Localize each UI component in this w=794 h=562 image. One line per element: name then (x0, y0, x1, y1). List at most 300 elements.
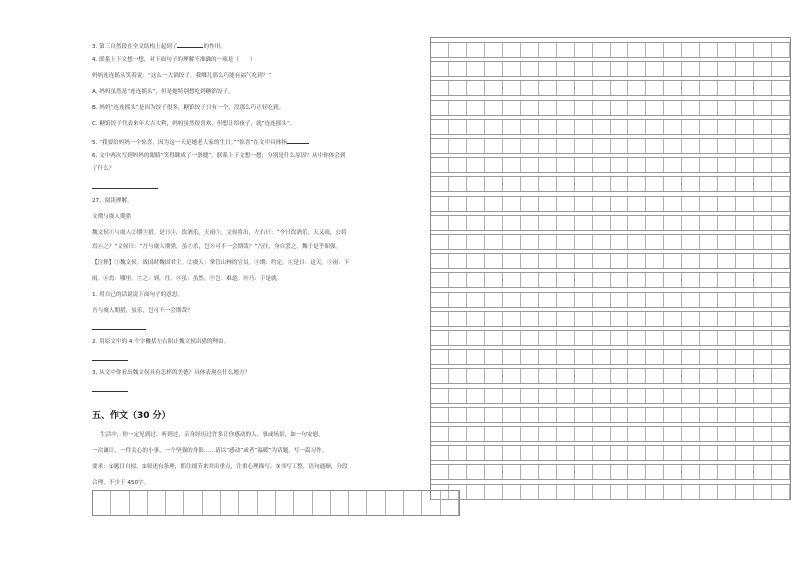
grid-cell[interactable] (754, 293, 772, 307)
grid-cell[interactable] (467, 120, 485, 134)
grid-cell[interactable] (485, 101, 503, 115)
grid-cell[interactable] (431, 389, 449, 403)
grid-cell[interactable] (700, 312, 718, 326)
grid-cell[interactable] (521, 331, 539, 345)
grid-cell[interactable] (700, 465, 718, 479)
grid-cell[interactable] (611, 331, 629, 345)
grid-cell[interactable] (557, 139, 575, 153)
grid-cell[interactable] (539, 81, 557, 95)
grid-cell[interactable] (664, 408, 682, 422)
grid-cell[interactable] (772, 197, 790, 211)
grid-cell[interactable] (628, 446, 646, 460)
grid-cell[interactable] (539, 120, 557, 134)
grid-cell[interactable] (682, 101, 700, 115)
grid-cell[interactable] (772, 235, 790, 249)
grid-cell[interactable] (593, 120, 611, 134)
grid-cell[interactable] (682, 408, 700, 422)
grid-cell[interactable] (718, 158, 736, 172)
grid-cell[interactable] (736, 312, 754, 326)
grid-cell[interactable] (575, 177, 593, 191)
grid-cell[interactable] (431, 312, 449, 326)
grid-cell[interactable] (485, 369, 503, 383)
grid-cell[interactable] (575, 427, 593, 441)
grid-cell[interactable] (664, 81, 682, 95)
grid-cell[interactable] (449, 389, 467, 403)
grid-cell[interactable] (664, 312, 682, 326)
grid-cell[interactable] (772, 81, 790, 95)
grid-cell[interactable] (485, 235, 503, 249)
grid-cell[interactable] (557, 158, 575, 172)
grid-cell[interactable] (754, 43, 772, 57)
grid-cell[interactable] (593, 465, 611, 479)
grid-cell[interactable] (772, 485, 790, 499)
grid-cell[interactable] (485, 43, 503, 57)
grid-cell[interactable] (682, 312, 700, 326)
grid-cell[interactable] (503, 139, 521, 153)
grid-cell[interactable] (258, 491, 276, 515)
grid-cell[interactable] (718, 81, 736, 95)
grid-cell[interactable] (503, 465, 521, 479)
grid-cell[interactable] (467, 62, 485, 76)
grid-cell[interactable] (700, 139, 718, 153)
answer-line[interactable] (92, 188, 158, 189)
grid-cell[interactable] (539, 177, 557, 191)
grid-cell[interactable] (754, 273, 772, 287)
grid-cell[interactable] (611, 273, 629, 287)
grid-cell[interactable] (221, 491, 239, 515)
grid-cell[interactable] (431, 408, 449, 422)
grid-cell[interactable] (575, 408, 593, 422)
grid-cell[interactable] (467, 369, 485, 383)
grid-cell[interactable] (664, 43, 682, 57)
grid-cell[interactable] (557, 273, 575, 287)
grid-cell[interactable] (239, 491, 257, 515)
grid-cell[interactable] (718, 254, 736, 268)
grid-cell[interactable] (557, 408, 575, 422)
grid-cell[interactable] (611, 177, 629, 191)
grid-cell[interactable] (539, 235, 557, 249)
grid-cell[interactable] (539, 312, 557, 326)
grid-cell[interactable] (367, 491, 385, 515)
grid-cell[interactable] (700, 120, 718, 134)
grid-cell[interactable] (772, 312, 790, 326)
grid-cell[interactable] (557, 446, 575, 460)
grid-cell[interactable] (557, 81, 575, 95)
grid-cell[interactable] (754, 81, 772, 95)
grid-cell[interactable] (575, 331, 593, 345)
grid-cell[interactable] (503, 235, 521, 249)
grid-cell[interactable] (575, 369, 593, 383)
grid-cell[interactable] (611, 81, 629, 95)
grid-cell[interactable] (294, 491, 312, 515)
grid-cell[interactable] (449, 293, 467, 307)
grid-cell[interactable] (184, 491, 202, 515)
grid-cell[interactable] (736, 369, 754, 383)
grid-cell[interactable] (754, 62, 772, 76)
grid-cell[interactable] (772, 158, 790, 172)
grid-cell[interactable] (431, 216, 449, 230)
grid-cell[interactable] (611, 293, 629, 307)
grid-cell[interactable] (521, 120, 539, 134)
grid-cell[interactable] (503, 485, 521, 499)
grid-cell[interactable] (700, 485, 718, 499)
grid-cell[interactable] (772, 465, 790, 479)
grid-cell[interactable] (646, 235, 664, 249)
grid-cell[interactable] (646, 369, 664, 383)
grid-cell[interactable] (431, 101, 449, 115)
grid-cell[interactable] (682, 43, 700, 57)
grid-cell[interactable] (718, 331, 736, 345)
grid-cell[interactable] (772, 350, 790, 364)
grid-cell[interactable] (521, 465, 539, 479)
writing-grid-strip[interactable] (92, 490, 460, 516)
grid-cell[interactable] (772, 139, 790, 153)
grid-cell[interactable] (664, 177, 682, 191)
grid-cell[interactable] (646, 81, 664, 95)
grid-cell[interactable] (593, 62, 611, 76)
grid-cell[interactable] (736, 465, 754, 479)
grid-cell[interactable] (664, 139, 682, 153)
grid-cell[interactable] (449, 177, 467, 191)
grid-cell[interactable] (736, 408, 754, 422)
grid-cell[interactable] (386, 491, 404, 515)
grid-cell[interactable] (449, 101, 467, 115)
grid-cell[interactable] (557, 485, 575, 499)
grid-cell[interactable] (539, 465, 557, 479)
grid-cell[interactable] (718, 408, 736, 422)
grid-cell[interactable] (628, 177, 646, 191)
grid-cell[interactable] (736, 216, 754, 230)
grid-cell[interactable] (628, 197, 646, 211)
grid-cell[interactable] (467, 427, 485, 441)
grid-cell[interactable] (575, 350, 593, 364)
grid-cell[interactable] (700, 293, 718, 307)
grid-cell[interactable] (575, 235, 593, 249)
grid-cell[interactable] (682, 158, 700, 172)
grid-cell[interactable] (736, 101, 754, 115)
grid-cell[interactable] (700, 408, 718, 422)
grid-cell[interactable] (772, 254, 790, 268)
grid-cell[interactable] (772, 369, 790, 383)
grid-cell[interactable] (557, 177, 575, 191)
grid-cell[interactable] (718, 43, 736, 57)
grid-cell[interactable] (503, 101, 521, 115)
grid-cell[interactable] (593, 254, 611, 268)
grid-cell[interactable] (575, 485, 593, 499)
grid-cell[interactable] (521, 350, 539, 364)
grid-cell[interactable] (664, 427, 682, 441)
grid-cell[interactable] (557, 197, 575, 211)
grid-cell[interactable] (539, 158, 557, 172)
grid-cell[interactable] (611, 120, 629, 134)
grid-cell[interactable] (521, 446, 539, 460)
grid-cell[interactable] (772, 446, 790, 460)
grid-cell[interactable] (700, 369, 718, 383)
grid-cell[interactable] (700, 331, 718, 345)
grid-cell[interactable] (628, 408, 646, 422)
grid-cell[interactable] (593, 273, 611, 287)
grid-cell[interactable] (431, 331, 449, 345)
grid-cell[interactable] (593, 331, 611, 345)
grid-cell[interactable] (521, 389, 539, 403)
grid-cell[interactable] (664, 101, 682, 115)
grid-cell[interactable] (521, 139, 539, 153)
grid-cell[interactable] (646, 485, 664, 499)
grid-cell[interactable] (646, 446, 664, 460)
grid-cell[interactable] (539, 62, 557, 76)
grid-cell[interactable] (772, 177, 790, 191)
grid-cell[interactable] (467, 254, 485, 268)
grid-cell[interactable] (93, 491, 111, 515)
grid-cell[interactable] (130, 491, 148, 515)
grid-cell[interactable] (628, 235, 646, 249)
grid-cell[interactable] (682, 293, 700, 307)
grid-cell[interactable] (700, 177, 718, 191)
grid-cell[interactable] (467, 235, 485, 249)
grid-cell[interactable] (718, 101, 736, 115)
grid-cell[interactable] (628, 350, 646, 364)
grid-cell[interactable] (575, 101, 593, 115)
grid-cell[interactable] (682, 62, 700, 76)
grid-cell[interactable] (754, 369, 772, 383)
grid-cell[interactable] (431, 465, 449, 479)
grid-cell[interactable] (431, 81, 449, 95)
grid-cell[interactable] (276, 491, 294, 515)
grid-cell[interactable] (431, 177, 449, 191)
answer-line[interactable] (92, 329, 146, 330)
grid-cell[interactable] (593, 312, 611, 326)
grid-cell[interactable] (718, 312, 736, 326)
grid-cell[interactable] (628, 254, 646, 268)
grid-cell[interactable] (431, 254, 449, 268)
grid-cell[interactable] (203, 491, 221, 515)
grid-cell[interactable] (736, 139, 754, 153)
grid-cell[interactable] (646, 408, 664, 422)
grid-cell[interactable] (718, 62, 736, 76)
grid-cell[interactable] (485, 331, 503, 345)
grid-cell[interactable] (664, 293, 682, 307)
grid-cell[interactable] (449, 235, 467, 249)
grid-cell[interactable] (611, 427, 629, 441)
grid-cell[interactable] (682, 177, 700, 191)
grid-cell[interactable] (557, 120, 575, 134)
grid-cell[interactable] (449, 216, 467, 230)
grid-cell[interactable] (485, 177, 503, 191)
grid-cell[interactable] (539, 369, 557, 383)
grid-cell[interactable] (628, 293, 646, 307)
grid-cell[interactable] (646, 389, 664, 403)
grid-cell[interactable] (575, 465, 593, 479)
grid-cell[interactable] (593, 446, 611, 460)
grid-cell[interactable] (682, 446, 700, 460)
grid-cell[interactable] (404, 491, 422, 515)
grid-cell[interactable] (736, 120, 754, 134)
grid-cell[interactable] (593, 235, 611, 249)
grid-cell[interactable] (557, 43, 575, 57)
grid-cell[interactable] (449, 408, 467, 422)
grid-cell[interactable] (754, 312, 772, 326)
grid-cell[interactable] (772, 120, 790, 134)
grid-cell[interactable] (754, 120, 772, 134)
grid-cell[interactable] (485, 485, 503, 499)
grid-cell[interactable] (521, 158, 539, 172)
grid-cell[interactable] (628, 43, 646, 57)
grid-cell[interactable] (521, 197, 539, 211)
grid-cell[interactable] (754, 101, 772, 115)
grid-cell[interactable] (611, 158, 629, 172)
grid-cell[interactable] (646, 177, 664, 191)
grid-cell[interactable] (754, 350, 772, 364)
grid-cell[interactable] (736, 350, 754, 364)
grid-cell[interactable] (754, 158, 772, 172)
grid-cell[interactable] (611, 369, 629, 383)
grid-cell[interactable] (485, 81, 503, 95)
grid-cell[interactable] (449, 81, 467, 95)
grid-cell[interactable] (772, 408, 790, 422)
answer-line[interactable] (92, 391, 128, 392)
grid-cell[interactable] (557, 427, 575, 441)
grid-cell[interactable] (503, 81, 521, 95)
grid-cell[interactable] (539, 139, 557, 153)
grid-cell[interactable] (449, 139, 467, 153)
grid-cell[interactable] (485, 389, 503, 403)
grid-cell[interactable] (431, 235, 449, 249)
grid-cell[interactable] (736, 81, 754, 95)
grid-cell[interactable] (521, 62, 539, 76)
grid-cell[interactable] (503, 177, 521, 191)
grid-cell[interactable] (467, 465, 485, 479)
grid-cell[interactable] (682, 81, 700, 95)
grid-cell[interactable] (166, 491, 184, 515)
grid-cell[interactable] (736, 389, 754, 403)
grid-cell[interactable] (611, 389, 629, 403)
grid-cell[interactable] (503, 43, 521, 57)
grid-cell[interactable] (449, 369, 467, 383)
grid-cell[interactable] (449, 254, 467, 268)
grid-cell[interactable] (772, 273, 790, 287)
grid-cell[interactable] (503, 446, 521, 460)
grid-cell[interactable] (664, 331, 682, 345)
grid-cell[interactable] (485, 62, 503, 76)
grid-cell[interactable] (700, 101, 718, 115)
grid-cell[interactable] (539, 389, 557, 403)
grid-cell[interactable] (628, 465, 646, 479)
grid-cell[interactable] (467, 293, 485, 307)
grid-cell[interactable] (628, 331, 646, 345)
grid-cell[interactable] (575, 216, 593, 230)
grid-cell[interactable] (718, 293, 736, 307)
grid-cell[interactable] (539, 408, 557, 422)
grid-cell[interactable] (718, 216, 736, 230)
grid-cell[interactable] (754, 427, 772, 441)
grid-cell[interactable] (575, 139, 593, 153)
grid-cell[interactable] (485, 158, 503, 172)
grid-cell[interactable] (431, 427, 449, 441)
grid-cell[interactable] (431, 369, 449, 383)
grid-cell[interactable] (431, 197, 449, 211)
grid-cell[interactable] (593, 389, 611, 403)
grid-cell[interactable] (557, 465, 575, 479)
grid-cell[interactable] (646, 254, 664, 268)
grid-cell[interactable] (593, 427, 611, 441)
grid-cell[interactable] (611, 197, 629, 211)
grid-cell[interactable] (664, 158, 682, 172)
grid-cell[interactable] (718, 120, 736, 134)
grid-cell[interactable] (557, 350, 575, 364)
grid-cell[interactable] (467, 312, 485, 326)
grid-cell[interactable] (521, 43, 539, 57)
grid-cell[interactable] (754, 465, 772, 479)
grid-cell[interactable] (611, 312, 629, 326)
grid-cell[interactable] (682, 139, 700, 153)
grid-cell[interactable] (349, 491, 367, 515)
grid-cell[interactable] (575, 120, 593, 134)
grid-cell[interactable] (628, 81, 646, 95)
grid-cell[interactable] (611, 101, 629, 115)
grid-cell[interactable] (467, 197, 485, 211)
grid-cell[interactable] (754, 254, 772, 268)
grid-cell[interactable] (467, 43, 485, 57)
grid-cell[interactable] (503, 312, 521, 326)
grid-cell[interactable] (575, 389, 593, 403)
grid-cell[interactable] (718, 197, 736, 211)
grid-cell[interactable] (646, 465, 664, 479)
grid-cell[interactable] (700, 158, 718, 172)
grid-cell[interactable] (431, 158, 449, 172)
grid-cell[interactable] (467, 216, 485, 230)
grid-cell[interactable] (539, 101, 557, 115)
grid-cell[interactable] (682, 235, 700, 249)
grid-cell[interactable] (682, 254, 700, 268)
grid-cell[interactable] (557, 101, 575, 115)
grid-cell[interactable] (449, 197, 467, 211)
grid-cell[interactable] (682, 485, 700, 499)
grid-cell[interactable] (575, 62, 593, 76)
grid-cell[interactable] (628, 369, 646, 383)
grid-cell[interactable] (664, 350, 682, 364)
grid-cell[interactable] (664, 62, 682, 76)
grid-cell[interactable] (539, 293, 557, 307)
grid-cell[interactable] (521, 293, 539, 307)
grid-cell[interactable] (611, 139, 629, 153)
grid-cell[interactable] (646, 120, 664, 134)
grid-cell[interactable] (682, 331, 700, 345)
grid-cell[interactable] (754, 139, 772, 153)
grid-cell[interactable] (431, 43, 449, 57)
grid-cell[interactable] (575, 197, 593, 211)
grid-cell[interactable] (736, 273, 754, 287)
grid-cell[interactable] (628, 389, 646, 403)
grid-cell[interactable] (736, 427, 754, 441)
grid-cell[interactable] (611, 254, 629, 268)
grid-cell[interactable] (700, 43, 718, 57)
grid-cell[interactable] (718, 369, 736, 383)
grid-cell[interactable] (593, 158, 611, 172)
grid-cell[interactable] (646, 273, 664, 287)
grid-cell[interactable] (503, 369, 521, 383)
grid-cell[interactable] (646, 312, 664, 326)
grid-cell[interactable] (485, 273, 503, 287)
grid-cell[interactable] (611, 485, 629, 499)
grid-cell[interactable] (557, 62, 575, 76)
grid-cell[interactable] (611, 465, 629, 479)
grid-cell[interactable] (700, 81, 718, 95)
grid-cell[interactable] (736, 158, 754, 172)
grid-cell[interactable] (718, 485, 736, 499)
grid-cell[interactable] (682, 273, 700, 287)
grid-cell[interactable] (521, 273, 539, 287)
grid-cell[interactable] (503, 389, 521, 403)
